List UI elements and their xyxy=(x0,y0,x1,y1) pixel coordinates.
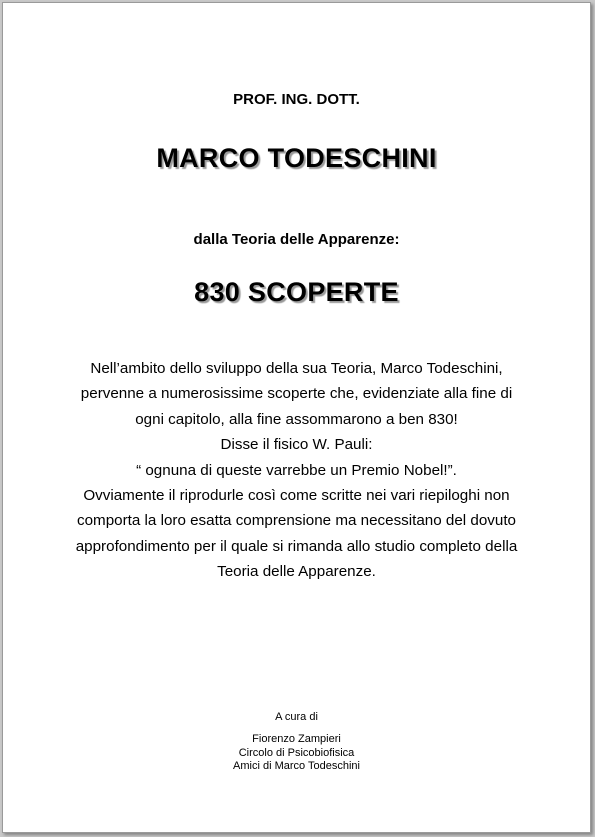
credit-line: Circolo di Psicobiofisica xyxy=(238,746,355,759)
body-line: Teoria delle Apparenze. xyxy=(217,563,376,581)
author-name: MARCO TODESCHINI xyxy=(156,143,437,173)
body-line: Nell’ambito dello sviluppo della sua Teoria, Marco Todeschini, xyxy=(90,360,503,377)
credit-line: Fiorenzo Zampieri xyxy=(252,733,341,745)
body-line: ogni capitolo, alla fine assommarono a ben 830! xyxy=(135,410,458,428)
subtitle: dalla Teoria delle Apparenze: xyxy=(193,231,400,248)
body-line: approfondimento per il quale si rimanda allo studio completo della xyxy=(75,537,518,555)
intro-paragraph xyxy=(3,356,590,585)
credit-line: Amici di Marco Todeschini xyxy=(233,760,360,772)
credits xyxy=(3,733,590,774)
body-line: comporta la loro esatta comprensione ma necessitano del dovuto xyxy=(77,512,516,530)
body-line: Disse il fisico W. Pauli: xyxy=(220,436,373,454)
curated-by-label: A cura di xyxy=(275,711,318,723)
body-line: “ ognuna di queste varrebbe un Premio Nobel!”. xyxy=(136,461,457,479)
body-line: Ovviamente il riprodurle così come scritte nei vari riepiloghi non xyxy=(83,487,510,505)
body-line: pervenne a numerosissime scoperte che, evidenziate alla fine di xyxy=(80,385,513,403)
headline: 830 SCOPERTE xyxy=(194,277,399,307)
document-page xyxy=(2,2,591,833)
title-prefix: PROF. ING. DOTT. xyxy=(233,91,360,108)
